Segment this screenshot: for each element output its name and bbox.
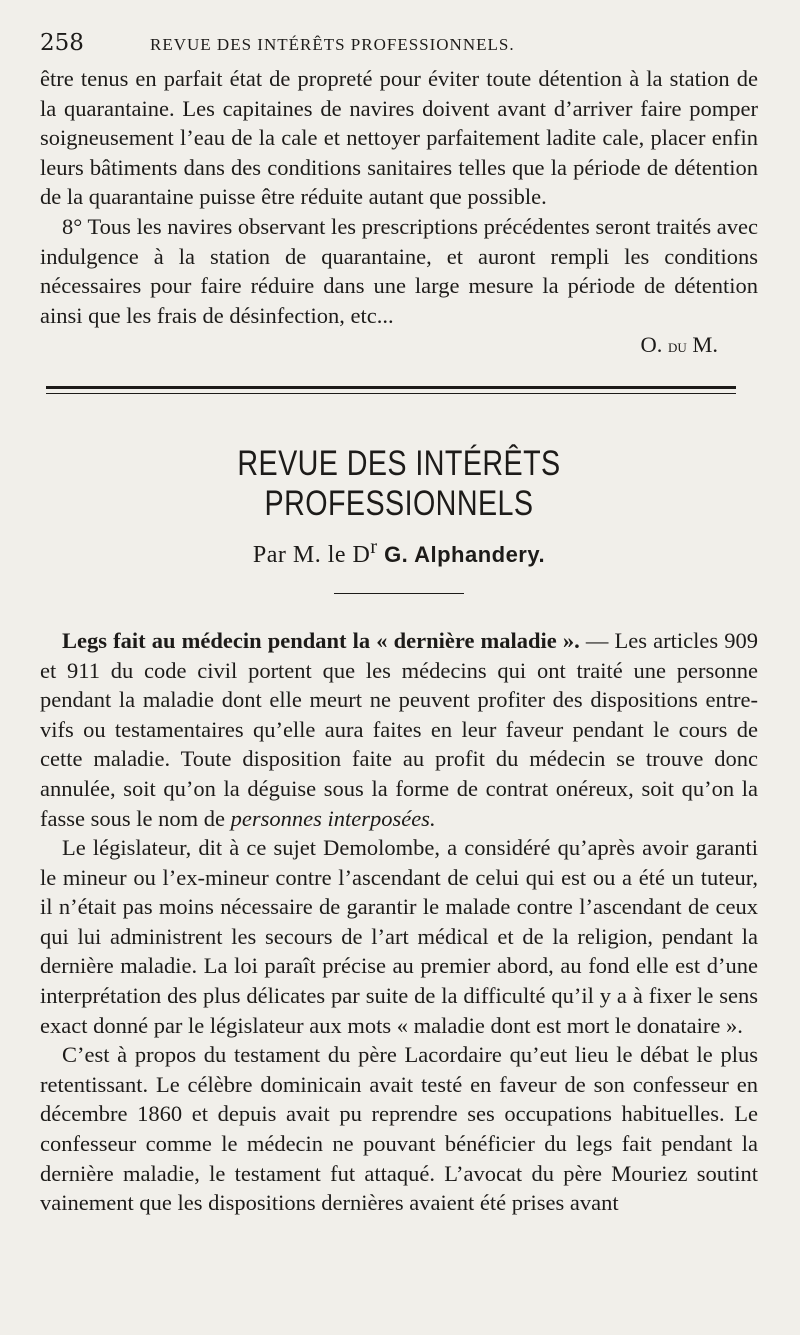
article-paragraph-2: Le législateur, dit à ce sujet Demolombe, a considéré qu’après avoir garanti le mineur ou l’ex-mineur contre l’ascendant de celui qui est ou a été un tuteur, il n’était pas moins nécessaire de garantir le malade contre l’ascendant de ceux qui lui administrent les secours de l’art médical et de la religion, pendant la dernière maladie. La loi paraît précise au premier abord, au fond elle est d’une interprétation des plus délicates par suite de la difficulté qu’il y a à fixer le sens exact donné par le législateur aux mots « maladie dont est mort le donataire ».: [40, 835, 758, 1038]
running-title: REVUE DES INTÉRÊTS PROFESSIONNELS.: [150, 35, 515, 54]
article-lead-title: Legs fait au médecin pendant la « dernière maladie ».: [62, 627, 580, 653]
continuation-paragraph: être tenus en parfait état de propreté pour éviter toute détention à la station de la quarantaine. Les capitaines de navires doivent avant d’arriver faire pomper soigneusement l’eau de la cale et nettoyer parfaitement ladite cale, placer enfin leurs bâtiments dans des conditions sanitaires telles que la période de détention de la quarantaine puisse être réduite autant que possible.: [40, 66, 758, 210]
byline-superscript: r: [370, 535, 378, 558]
article-paragraph-1: Legs fait au médecin pendant la « dernière maladie ». — Les articles 909 et 911 du code civil portent que les médecins qui ont traité une personne pendant la maladie dont elle meurt ne peuvent profiter des dispositions entre-vifs ou testamentaires qu’elle aura faites en leur faveur pendant le cours de cette maladie. Toute disposition faite au profit du médecin se trouve donc annulée, soit qu’on la déguise sous la forme de contrat onéreux, soit qu’on la fasse sous le nom de personnes interposées.: [40, 627, 758, 831]
article-paragraph-3: C’est à propos du testament du père Lacordaire qu’eut lieu le débat le plus retentissant. Le célèbre dominicain avait testé en faveur de son confesseur en décembre 1860 et depuis avait pu reprendre ses occupations habituelles. Le confesseur comme le médecin ne pouvant bénéficier du legs fait pendant la dernière maladie, le testament fut attaqué. L’avocat du père Mouriez soutint vainement que les dispositions dernières avaient été prises avant: [40, 1042, 758, 1216]
italic-phrase: personnes interposées.: [230, 805, 436, 831]
author-name: G. Alphandery.: [384, 541, 546, 567]
page-number: 258: [40, 30, 84, 56]
signature: O. du M.: [640, 332, 718, 358]
article-body: [40, 626, 758, 1218]
running-head: [40, 30, 758, 64]
section-title: REVUE DES INTÉRÊTS PROFESSIONNELS: [237, 443, 561, 523]
continuation-text: [40, 64, 758, 362]
byline-prefix: Par M. le D: [252, 541, 371, 568]
byline: [40, 536, 758, 569]
article-8-paragraph: 8° Tous les navires observant les prescriptions précédentes seront traités avec indulgence à la station de quarantaine, et auront rempli les conditions nécessaires pour faire réduire dans une large mesure la période de détention ainsi que les frais de désinfection, etc...: [40, 213, 758, 328]
signature-line: [40, 330, 758, 362]
short-rule-divider: [334, 593, 464, 594]
double-rule-divider: [46, 386, 736, 394]
